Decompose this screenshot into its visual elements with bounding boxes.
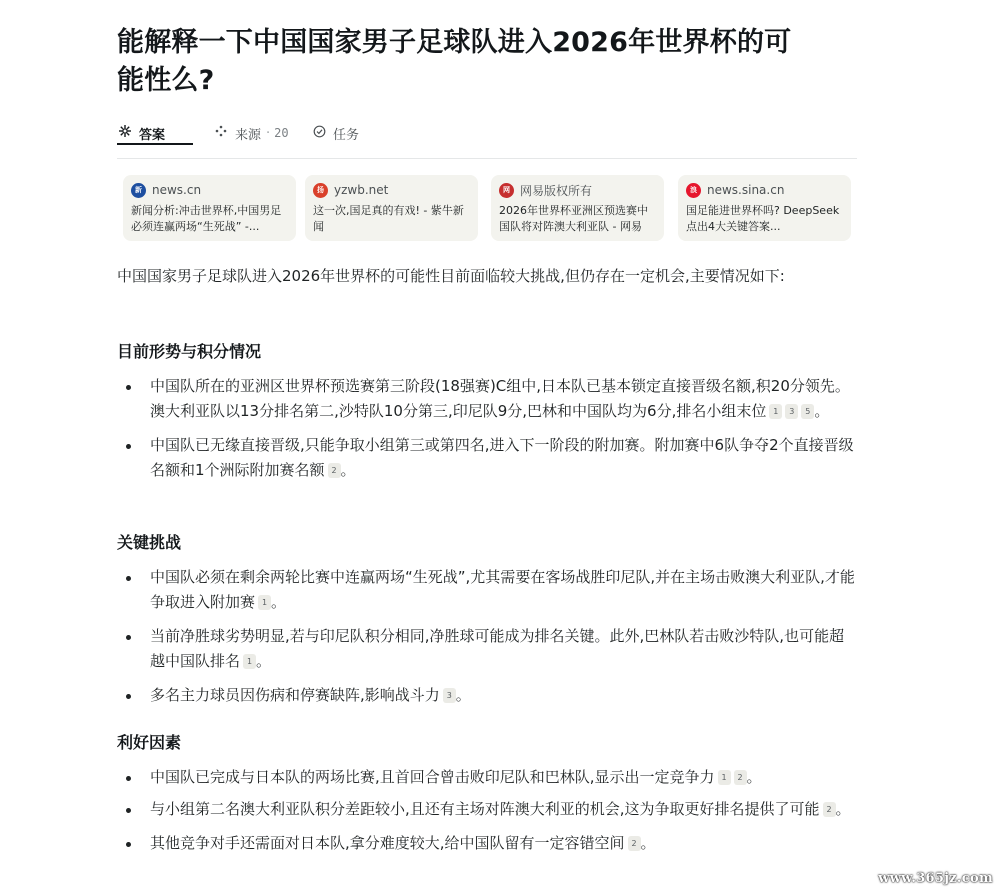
source-title: 2026年世界杯亚洲区预选赛中国队将对阵澳大利亚队 - 网易 (499, 204, 648, 233)
sentence-end: 。 (340, 461, 356, 479)
tab-bar (117, 112, 857, 159)
section-heading: 利好因素 (117, 733, 182, 752)
list-item (117, 831, 857, 856)
citation-badge[interactable]: 3 (785, 404, 798, 419)
tab-tasks-label: 任务 (333, 127, 360, 143)
tab-sources-separator: · (266, 125, 271, 141)
list-item (117, 683, 857, 708)
source-title: 新闻分析:冲击世界杯,中国男足必须连赢两场“生死战” -... (131, 204, 282, 233)
sentence-end: 。 (835, 800, 851, 818)
answer-icon (117, 124, 133, 142)
list-item (117, 797, 857, 822)
list-item-text: 中国队所在的亚洲区世界杯预选赛第三阶段(18强赛)C组中,日本队已基本锁定直接晋级名额,积20分领先。澳大利亚队以13分排名第二,沙特队10分第三,印尼队9分,巴林和中国队均为6分,排名小组末位 (150, 377, 850, 420)
yzwb-favicon: 扬 (313, 183, 328, 198)
sentence-end: 。 (256, 652, 272, 670)
source-title: 这一次,国足真的有戏! - 紫牛新闻 (313, 204, 464, 233)
source-site: 网易版权所有 (520, 183, 593, 198)
source-card[interactable] (305, 175, 478, 241)
section-heading: 关键挑战 (117, 533, 182, 552)
tab-tasks[interactable] (311, 122, 359, 144)
source-site: news.cn (152, 183, 202, 197)
list-item-text: 与小组第二名澳大利亚队积分差距较小,且还有主场对阵澳大利亚的机会,这为争取更好排名提供了可能 (150, 800, 820, 818)
tab-answer-label: 答案 (139, 127, 166, 143)
tab-sources[interactable] (213, 122, 289, 144)
sina-favicon: 浪 (686, 183, 701, 198)
list-item (117, 624, 857, 674)
tab-sources-count: 20 (274, 126, 289, 140)
list-item (117, 565, 857, 615)
list-item-text: 中国队已无缘直接晋级,只能争取小组第三或第四名,进入下一阶段的附加赛。附加赛中6队争夺2个直接晋级名额和1个洲际附加赛名额 (150, 436, 854, 479)
section-heading: 目前形势与积分情况 (117, 342, 262, 361)
bullet-list (117, 765, 857, 856)
citation-badge[interactable]: 1 (243, 654, 256, 669)
citation-badge[interactable]: 2 (823, 802, 836, 817)
tab-answer[interactable] (117, 122, 165, 144)
source-card[interactable] (491, 175, 664, 241)
citation-badge[interactable]: 1 (258, 595, 271, 610)
sentence-end: 。 (640, 834, 656, 852)
list-item-text: 中国队必须在剩余两轮比赛中连赢两场“生死战”,尤其需要在客场战胜印尼队,并在主场击败澳大利亚队,才能争取进入附加赛 (150, 568, 855, 611)
tab-active-indicator (117, 143, 193, 145)
sentence-end: 。 (814, 402, 830, 420)
citation-badge[interactable]: 2 (328, 463, 341, 478)
bullet-list (117, 374, 857, 483)
citation-badge[interactable]: 5 (801, 404, 814, 419)
citation-badge[interactable]: 2 (628, 836, 641, 851)
netease-favicon: 网 (499, 183, 514, 198)
citation-badge[interactable]: 1 (769, 404, 782, 419)
source-site: yzwb.net (334, 183, 389, 197)
source-cards (123, 175, 858, 241)
tasks-icon (311, 125, 327, 142)
tab-sources-label: 来源 (235, 127, 262, 143)
sentence-end: 。 (455, 686, 471, 704)
page-title: 能解释一下中国国家男子足球队进入2026年世界杯的可能性么? (117, 27, 792, 96)
answer-intro: 中国国家男子足球队进入2026年世界杯的可能性目前面临较大挑战,但仍存在一定机会,主要情况如下: (117, 267, 785, 285)
watermark: www.365jz.com (878, 871, 993, 886)
source-site: news.sina.cn (707, 183, 785, 197)
list-item (117, 374, 857, 424)
sources-icon (213, 125, 229, 141)
list-item-text: 多名主力球员因伤病和停赛缺阵,影响战斗力 (150, 686, 440, 704)
source-card[interactable] (678, 175, 851, 241)
source-title: 国足能进世界杯吗? DeepSeek点出4大关键答案... (686, 204, 840, 233)
citation-badge[interactable]: 1 (718, 770, 731, 785)
list-item (117, 433, 857, 483)
list-item-text: 其他竞争对手还需面对日本队,拿分难度较大,给中国队留有一定容错空间 (150, 834, 625, 852)
list-item-text: 中国队已完成与日本队的两场比赛,且首回合曾击败印尼队和巴林队,显示出一定竞争力 (150, 768, 715, 786)
sentence-end: 。 (746, 768, 762, 786)
list-item (117, 765, 857, 790)
bullet-list (117, 565, 857, 708)
source-card[interactable] (123, 175, 296, 241)
citation-badge[interactable]: 3 (443, 688, 456, 703)
list-item-text: 当前净胜球劣势明显,若与印尼队积分相同,净胜球可能成为排名关键。此外,巴林队若击败沙特队,也可能超越中国队排名 (150, 627, 845, 670)
sentence-end: 。 (271, 593, 287, 611)
citation-badge[interactable]: 2 (734, 770, 747, 785)
newscn-favicon: 新 (131, 183, 146, 198)
